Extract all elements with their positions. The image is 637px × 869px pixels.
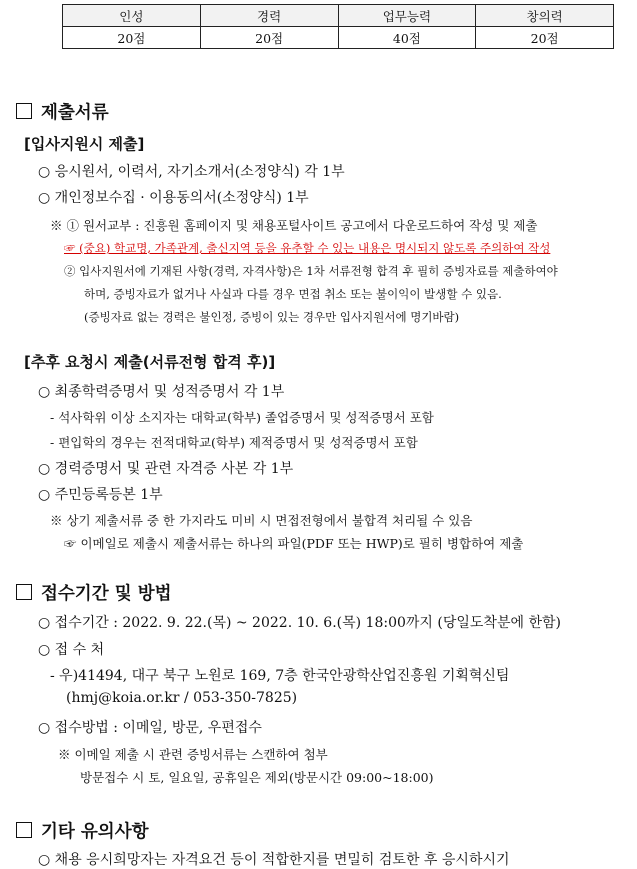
list-item: ○ 접 수 처 bbox=[38, 642, 105, 658]
header-cell: 인성 bbox=[63, 5, 201, 27]
list-item: ○ 접수기간 : 2022. 9. 22.(목) ~ 2022. 10. 6.(목) 18:00까지 (당일도착분에 한함) bbox=[38, 615, 561, 631]
value-cell: 40점 bbox=[338, 27, 476, 49]
score-table bbox=[62, 4, 614, 49]
list-item: ○ 최종학력증명서 및 성적증명서 각 1부 bbox=[38, 384, 285, 400]
note-line: ☞ 이메일로 제출시 제출서류는 하나의 파일(PDF 또는 HWP)로 필히 병합하여 제출 bbox=[64, 536, 524, 551]
list-item: ○ 채용 응시희망자는 자격요건 등이 적합한지를 면밀히 검토한 후 응시하시기 bbox=[38, 852, 510, 868]
subsection-title: [입사지원시 제출] bbox=[24, 135, 145, 153]
value-cell: 20점 bbox=[63, 27, 201, 49]
note-line: 방문접수 시 토, 일요일, 공휴일은 제외(방문시간 09:00~18:00) bbox=[80, 770, 434, 785]
list-item: ○ 접수방법 : 이메일, 방문, 우편접수 bbox=[38, 720, 262, 736]
section-title-text: 기타 유의사항 bbox=[41, 822, 149, 842]
value-cell: 20점 bbox=[200, 27, 338, 49]
section-title-text: 접수기간 및 방법 bbox=[41, 584, 172, 604]
note-line: 하며, 증빙자료가 없거나 사실과 다를 경우 면접 취소 또는 불이익이 발생할 수 있음. bbox=[84, 287, 502, 301]
list-item: ○ 개인정보수집 · 이용동의서(소정양식) 1부 bbox=[38, 190, 309, 206]
checkbox-square-icon bbox=[16, 103, 32, 119]
list-item: ○ 경력증명서 및 관련 자격증 사본 각 1부 bbox=[38, 461, 294, 477]
note-line: ② 입사지원서에 기재된 사항(경력, 자격사항)은 1차 서류전형 합격 후 필히 증빙자료를 제출하여야 bbox=[64, 264, 558, 278]
note-line: (증빙자료 없는 경력은 불인정, 증빙이 있는 경우만 입사지원서에 명기바람) bbox=[84, 310, 460, 324]
checkbox-square-icon bbox=[16, 584, 32, 600]
note-line: ※ 상기 제출서류 중 한 가지라도 미비 시 면접전형에서 불합격 처리될 수 있음 bbox=[50, 513, 473, 528]
list-item: ○ 주민등록등본 1부 bbox=[38, 487, 163, 503]
section-title-period bbox=[16, 580, 172, 605]
section-title-docs bbox=[16, 99, 109, 124]
section-title-text: 제출서류 bbox=[41, 103, 109, 123]
contact-line: (hmj@koia.or.kr / 053-350-7825) bbox=[66, 690, 298, 706]
checkbox-square-icon bbox=[16, 822, 32, 838]
subsection-title: [추후 요청시 제출(서류전형 합격 후)] bbox=[24, 353, 276, 371]
list-item: - 석사학위 이상 소지자는 대학교(학부) 졸업증명서 및 성적증명서 포함 bbox=[50, 410, 434, 425]
address-line: - 우)41494, 대구 북구 노원로 169, 7층 한국안광학산업진흥원 기획혁신팀 bbox=[50, 668, 510, 684]
header-cell: 업무능력 bbox=[338, 5, 476, 27]
value-cell: 20점 bbox=[476, 27, 614, 49]
note-line: ※ ① 원서교부 : 진흥원 홈페이지 및 채용포털사이트 공고에서 다운로드하여 작성 및 제출 bbox=[50, 218, 538, 233]
header-cell: 창의력 bbox=[476, 5, 614, 27]
header-cell: 경력 bbox=[200, 5, 338, 27]
list-item: ○ 응시원서, 이력서, 자기소개서(소정양식) 각 1부 bbox=[38, 164, 345, 180]
score-table-value-row bbox=[63, 27, 614, 49]
note-line: ※ 이메일 제출 시 관련 증빙서류는 스캔하여 첨부 bbox=[58, 747, 328, 762]
list-item: - 편입학의 경우는 전적대학교(학부) 제적증명서 및 성적증명서 포함 bbox=[50, 435, 418, 450]
section-title-etc bbox=[16, 818, 149, 843]
warning-note: ☞ (중요) 학교명, 가족관계, 출신지역 등을 유추할 수 있는 내용은 명시되지 않도록 주의하여 작성 bbox=[64, 241, 551, 255]
score-table-header-row bbox=[63, 5, 614, 27]
